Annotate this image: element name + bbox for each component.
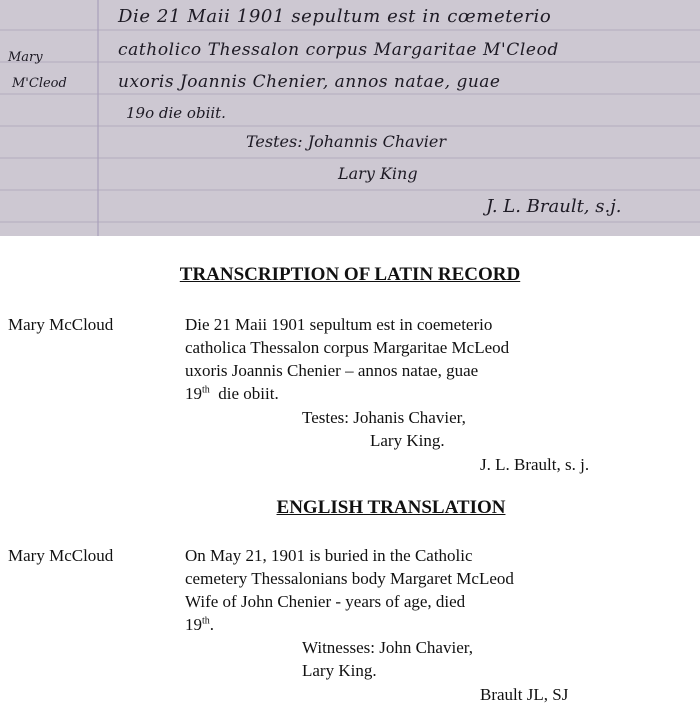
english-witness-1: Witnesses: John Chavier, bbox=[302, 638, 473, 657]
latin-day-suffix: th bbox=[202, 384, 210, 396]
latin-witness-2: Lary King. bbox=[370, 431, 445, 450]
english-day-rest: . bbox=[209, 615, 215, 634]
latin-day-rest: die obiit. bbox=[209, 384, 279, 403]
english-day-number: 19 bbox=[185, 615, 202, 634]
register-scan-image bbox=[0, 0, 700, 236]
latin-line-3: uxoris Joannis Chenier – annos natae, guae bbox=[185, 361, 479, 380]
english-line-1: On May 21, 1901 is buried in the Catholic bbox=[185, 546, 473, 565]
latin-day-number: 19 bbox=[185, 384, 202, 403]
handwritten-line-3: uxoris Joannis Chenier, annos natae, guae bbox=[118, 72, 501, 92]
latin-name: Mary McCloud bbox=[8, 315, 114, 334]
latin-heading: TRANSCRIPTION OF LATIN RECORD bbox=[179, 264, 521, 285]
latin-line-4 bbox=[185, 384, 279, 404]
handwritten-witnesses: Testes: Johannis Chavier bbox=[246, 132, 446, 151]
handwritten-line-2: catholico Thessalon corpus Margaritae M'Cleod bbox=[118, 40, 559, 60]
handwritten-witness-2: Lary King bbox=[338, 164, 418, 183]
latin-witness-1: Testes: Johanis Chavier, bbox=[302, 408, 466, 427]
english-line-3: Wife of John Chenier - years of age, died bbox=[185, 592, 466, 611]
latin-line-1: Die 21 Maii 1901 sepultum est in coemeterio bbox=[185, 315, 493, 334]
handwritten-signature: J. L. Brault, s.j. bbox=[486, 196, 622, 217]
english-name: Mary McCloud bbox=[8, 546, 114, 565]
latin-signature: J. L. Brault, s. j. bbox=[480, 455, 590, 474]
english-witness-2: Lary King. bbox=[302, 661, 377, 680]
handwritten-line-4: 19o die obiit. bbox=[126, 104, 226, 122]
latin-line-2: catholica Thessalon corpus Margaritae McLeod bbox=[185, 338, 510, 357]
margin-name-first: Mary bbox=[8, 50, 43, 65]
english-signature: Brault JL, SJ bbox=[480, 685, 569, 704]
handwritten-line-1: Die 21 Maii 1901 sepultum est in cœmeterio bbox=[118, 6, 552, 27]
english-day-suffix: th bbox=[202, 615, 210, 627]
english-heading: ENGLISH TRANSLATION bbox=[276, 497, 506, 518]
english-line-2: cemetery Thessalonians body Margaret McLeod bbox=[185, 569, 514, 588]
english-line-4 bbox=[185, 615, 214, 635]
margin-name-last: M'Cleod bbox=[12, 76, 67, 91]
